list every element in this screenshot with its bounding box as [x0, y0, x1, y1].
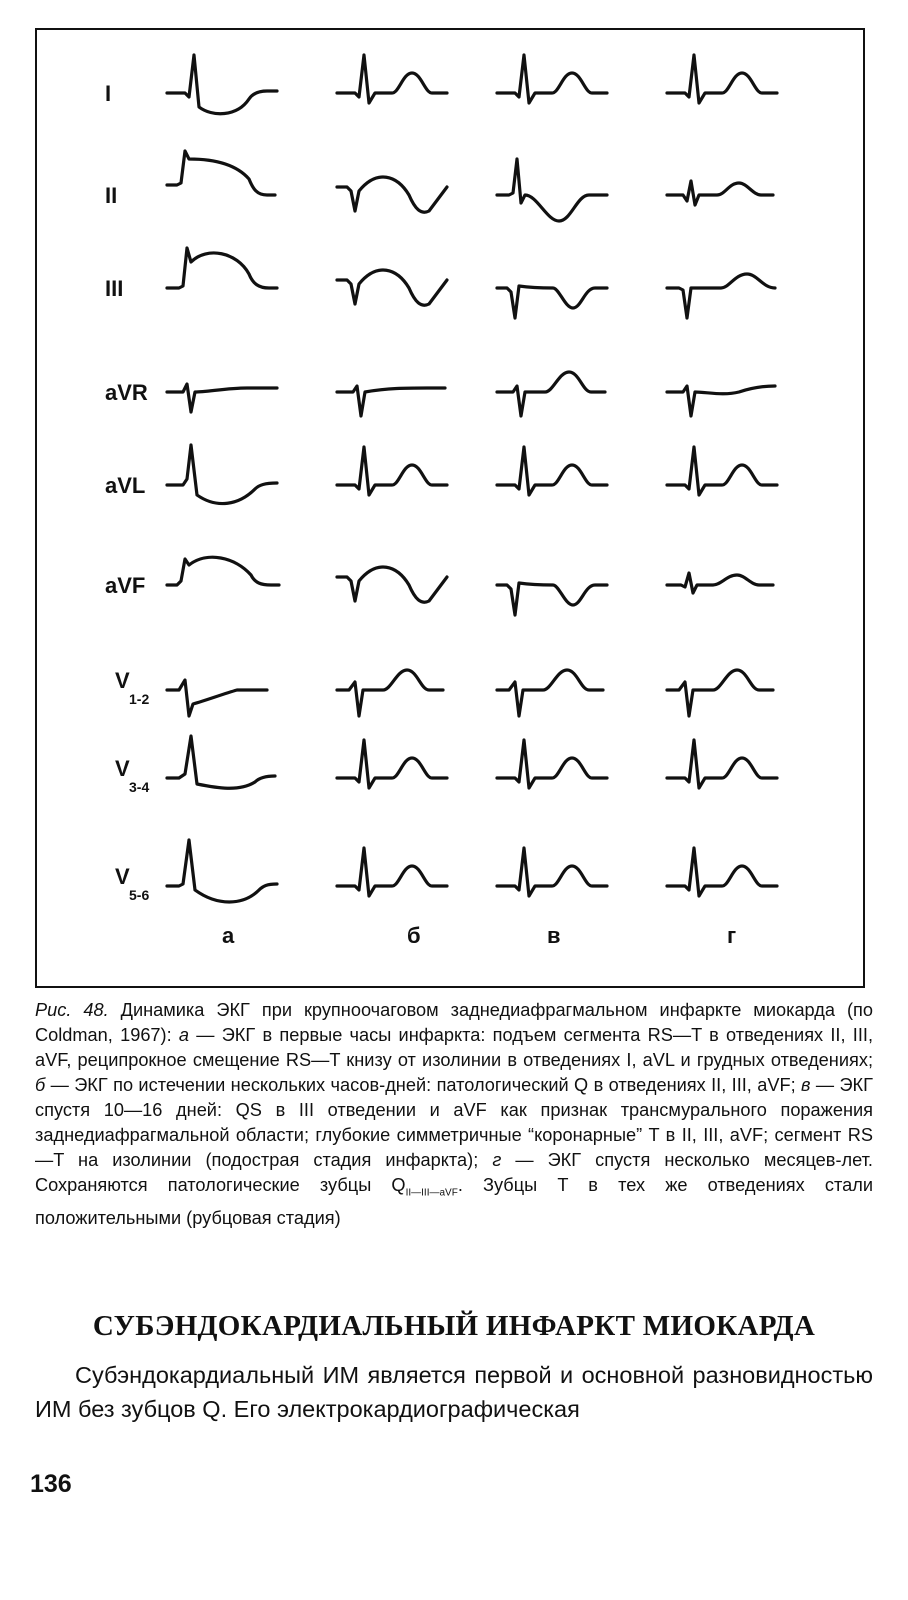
ecg-trace — [167, 151, 275, 195]
lead-label: aVR — [105, 380, 148, 405]
caption-letter-g: г — [492, 1150, 502, 1170]
column-label: г — [727, 923, 737, 948]
ecg-trace — [167, 55, 277, 114]
ecg-trace — [497, 159, 607, 221]
caption-letter-b: б — [35, 1075, 46, 1095]
ecg-trace — [337, 567, 447, 602]
section-heading: СУБЭНДОКАРДИАЛЬНЫЙ ИНФАРКТ МИОКАРДА — [92, 1310, 816, 1342]
ecg-trace — [167, 445, 277, 504]
caption-letter-a: а — [178, 1025, 190, 1045]
lead-label: aVF — [105, 573, 146, 598]
caption-text-4: — ЭКГ спустя 10—16 дней: QS в III отведении и aVF как признак трансмурального поражения заднедиафрагмальной области; глубокие симметричные “коронарные” T в II, III, aVF; сегмент RS—T на изолинии (подострая стадия инфаркта); — [35, 1075, 874, 1170]
ecg-trace — [667, 740, 777, 788]
caption-letter-v: в — [801, 1075, 811, 1095]
caption-q-subscript: II—III—aVF — [405, 1187, 458, 1199]
lead-label: V — [115, 756, 130, 781]
ecg-trace — [497, 55, 607, 103]
lead-label: aVL — [105, 473, 146, 498]
ecg-trace — [167, 248, 277, 288]
ecg-trace — [337, 740, 447, 788]
caption-text-1: Динамика ЭКГ при крупноочаговом заднедиафрагмальном инфаркте миокарда (по Coldman, 1967): — [35, 1000, 873, 1045]
lead-label-subscript: 5-6 — [129, 887, 150, 903]
figure-caption — [35, 998, 873, 1231]
caption-text-6: . Зубцы T в тех же отведениях стали положительными (рубцовая стадия) — [35, 1175, 873, 1228]
ecg-trace — [497, 583, 607, 615]
lead-label: I — [105, 81, 112, 106]
ecg-trace — [667, 274, 775, 318]
ecg-trace — [497, 286, 607, 318]
ecg-trace — [667, 181, 773, 205]
ecg-trace — [337, 670, 443, 716]
lead-label-subscript: 3-4 — [129, 779, 150, 795]
ecg-figure-frame — [35, 28, 865, 988]
lead-label: V — [115, 668, 130, 693]
ecg-trace — [337, 55, 447, 103]
ecg-trace — [337, 177, 447, 212]
column-label: б — [407, 923, 421, 948]
caption-text-3: — ЭКГ по истечении нескольких часов-дней: патологический Q в отведениях II, III, aVF; — [45, 1075, 802, 1095]
ecg-trace — [667, 670, 773, 716]
ecg-trace — [337, 848, 447, 896]
ecg-trace — [497, 848, 607, 896]
ecg-trace — [167, 680, 267, 716]
ecg-trace — [497, 372, 605, 416]
ecg-trace — [497, 670, 603, 716]
ecg-trace — [497, 447, 607, 495]
column-label: а — [222, 923, 235, 948]
ecg-figure — [37, 30, 863, 986]
ecg-trace — [667, 848, 777, 896]
ecg-trace — [167, 557, 279, 585]
ecg-trace — [167, 736, 275, 788]
ecg-trace — [667, 447, 777, 495]
ecg-trace — [337, 386, 445, 416]
page-number: 136 — [30, 1470, 72, 1498]
ecg-trace — [497, 740, 607, 788]
ecg-trace — [337, 270, 447, 305]
lead-label: V — [115, 864, 130, 889]
figure-reference: Рис. 48. — [35, 1000, 109, 1020]
body-paragraph: Субэндокардиальный ИМ является первой и основной разновидностью ИМ без зубцов Q. Его электрокардиографическая — [35, 1362, 873, 1422]
ecg-trace — [667, 573, 773, 593]
lead-label: II — [105, 183, 118, 208]
lead-label: III — [105, 276, 124, 301]
ecg-trace — [167, 840, 277, 902]
caption-text-5: — ЭКГ спустя несколько месяцев-лет. Сохраняются патологические зубцы Q — [35, 1150, 873, 1195]
ecg-trace — [667, 386, 775, 416]
caption-text-2: — ЭКГ в первые часы инфаркта: подъем сегмента RS—T в отведениях II, III, aVF, реципрокное смещение RS—T книзу от изолинии в отведениях I, aVL и грудных отведениях; — [35, 1025, 873, 1070]
column-label: в — [547, 923, 561, 948]
lead-label-subscript: 1-2 — [129, 691, 150, 707]
ecg-trace — [667, 55, 777, 103]
ecg-trace — [337, 447, 447, 495]
ecg-trace — [167, 384, 277, 412]
